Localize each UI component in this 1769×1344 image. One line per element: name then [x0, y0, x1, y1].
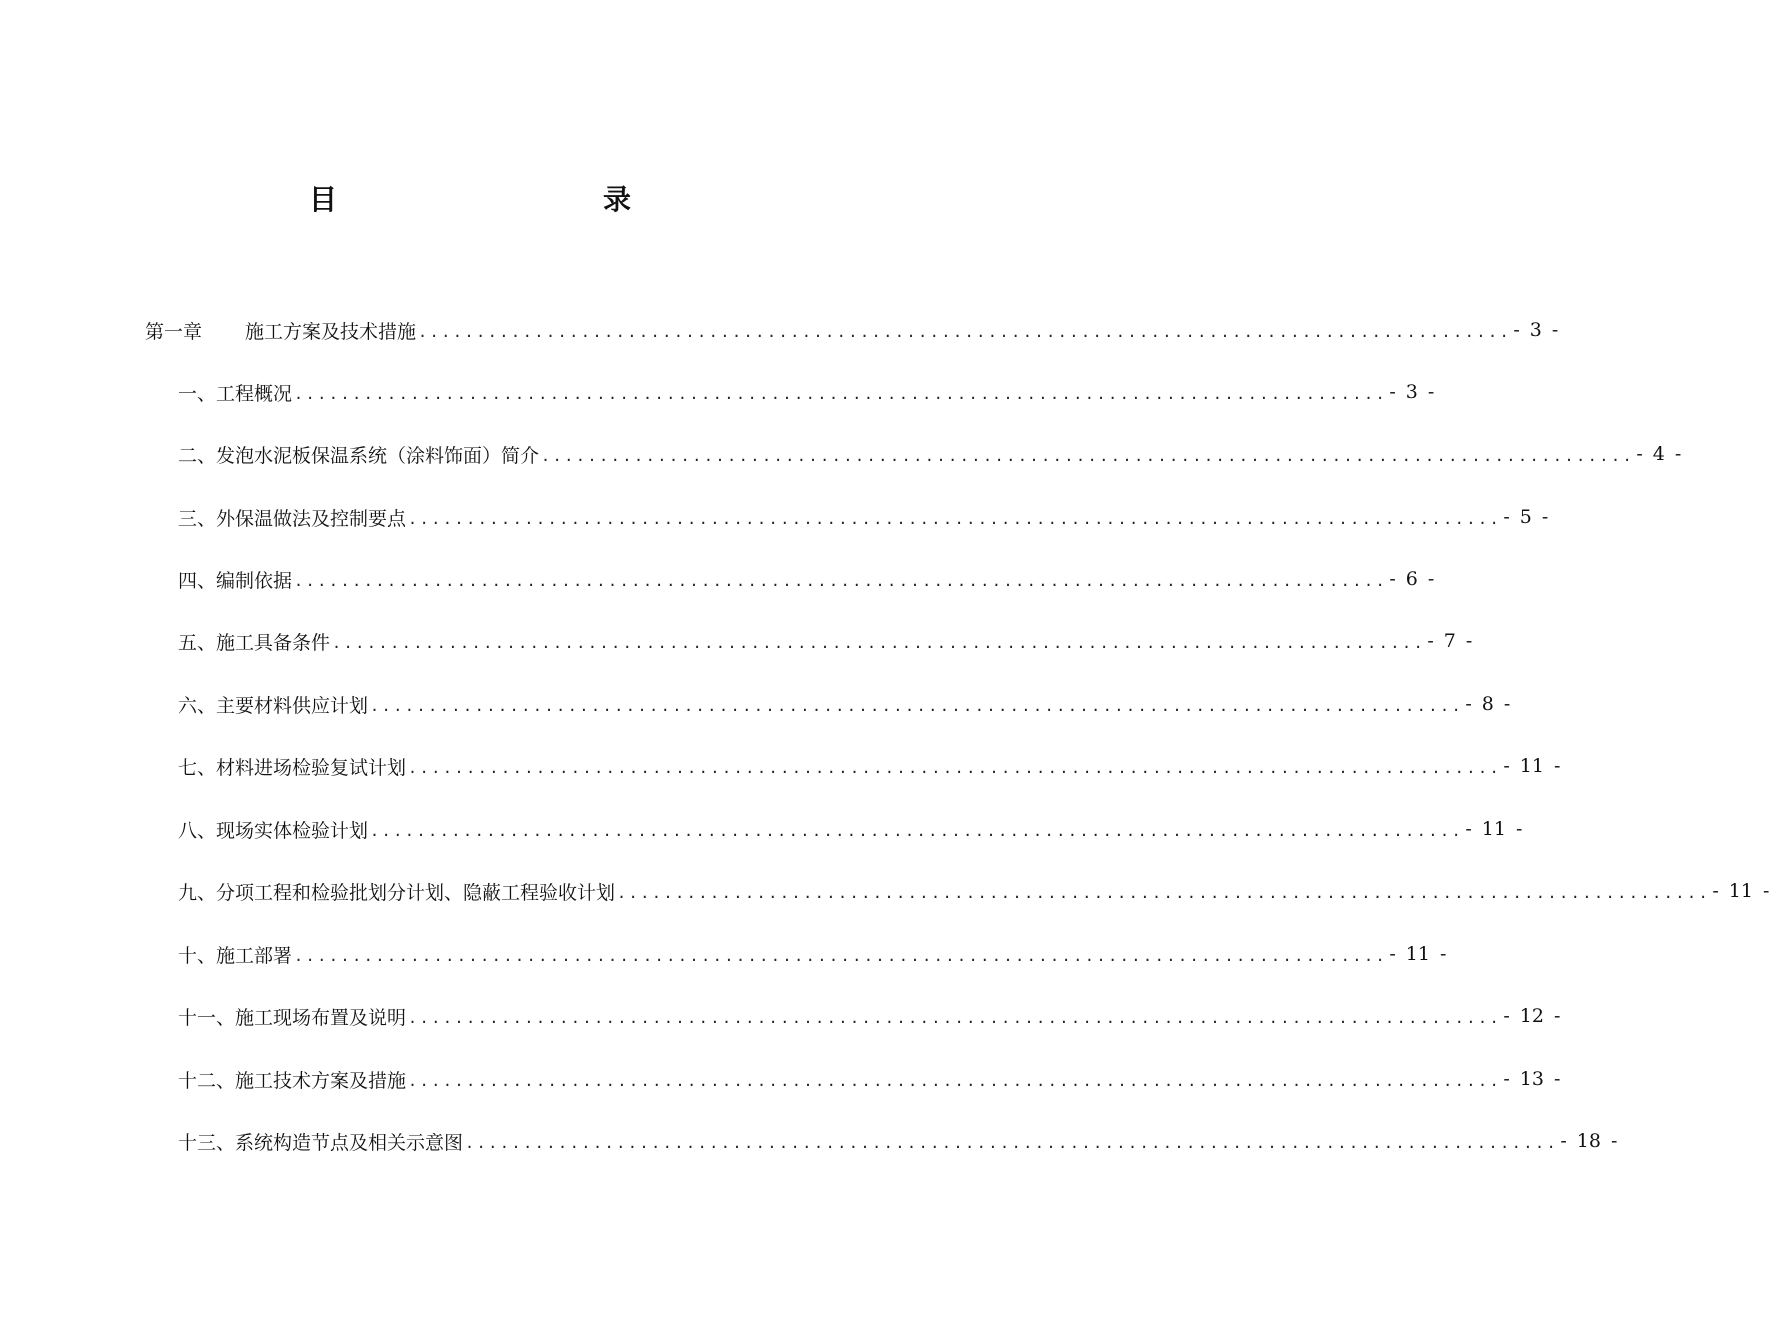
toc-entry[interactable]	[178, 996, 1561, 1036]
toc-entry[interactable]	[178, 746, 1561, 786]
toc-title: 目 录	[308, 183, 701, 216]
toc-entry[interactable]	[178, 684, 1511, 724]
toc-page-number: - 11 -	[1712, 880, 1769, 902]
toc-chapter-number: 第一章	[145, 320, 203, 343]
toc-leader-dots: ..............................................................................................	[408, 510, 1502, 528]
toc-page-number: - 4 -	[1636, 443, 1682, 465]
toc-leader-dots: ..............................................................................................	[408, 759, 1502, 777]
toc-page-number: - 8 -	[1465, 693, 1511, 715]
toc-entry-label: 七、材料进场检验复试计划	[178, 756, 407, 779]
toc-entry-label: 十一、施工现场布置及说明	[178, 1006, 407, 1029]
toc-leader-dots: ..............................................................................................	[332, 634, 1426, 652]
toc-page-number: - 6 -	[1389, 568, 1435, 590]
toc-page-number: - 13 -	[1503, 1068, 1561, 1090]
toc-leader-dots: ..............................................................................................	[294, 572, 1388, 590]
toc-entry-label: 八、现场实体检验计划	[178, 819, 369, 842]
toc-entry-label: 一、工程概况	[178, 382, 293, 405]
toc-leader-dots: ..............................................................................................	[370, 822, 1464, 840]
toc-page-number: - 3 -	[1513, 319, 1559, 341]
toc-leader-dots: ..............................................................................................	[370, 697, 1464, 715]
toc-chapter-title: 施工方案及技术措施	[245, 320, 417, 343]
toc-leader-dots: ..............................................................................................	[418, 323, 1512, 341]
toc-entry[interactable]	[178, 934, 1447, 974]
toc-entry[interactable]	[178, 434, 1682, 474]
toc-leader-dots: ..............................................................................................	[465, 1134, 1559, 1152]
toc-entry[interactable]	[178, 1059, 1561, 1099]
toc-entry-label: 九、分项工程和检验批划分计划、隐蔽工程验收计划	[178, 881, 616, 904]
toc-entry-label: 五、施工具备条件	[178, 631, 331, 654]
toc-entry[interactable]	[178, 497, 1549, 537]
toc-page-number: - 3 -	[1389, 381, 1435, 403]
toc-leader-dots: ..............................................................................................	[294, 385, 1388, 403]
toc-entry-label: 十三、系统构造节点及相关示意图	[178, 1131, 464, 1154]
toc-leader-dots: ..............................................................................................	[541, 447, 1635, 465]
toc-leader-dots: ..............................................................................................	[408, 1072, 1502, 1090]
toc-entry[interactable]	[178, 809, 1523, 849]
toc-entry[interactable]	[178, 1121, 1618, 1161]
toc-entry-label: 二、发泡水泥板保温系统（涂料饰面）简介	[178, 444, 540, 467]
toc-entry-label: 十、施工部署	[178, 944, 293, 967]
toc-entry[interactable]	[178, 621, 1473, 661]
toc-leader-dots: ..............................................................................................	[617, 884, 1711, 902]
toc-page-number: - 11 -	[1465, 818, 1523, 840]
toc-page-number: - 11 -	[1389, 943, 1447, 965]
toc-leader-dots: ..............................................................................................	[408, 1009, 1502, 1027]
toc-entry-label: 十二、施工技术方案及措施	[178, 1069, 407, 1092]
toc-page-number: - 5 -	[1503, 506, 1549, 528]
toc-entry[interactable]	[178, 372, 1435, 412]
toc-entry[interactable]	[178, 559, 1435, 599]
toc-entry-label: 三、外保温做法及控制要点	[178, 507, 407, 530]
toc-leader-dots: ..............................................................................................	[294, 947, 1388, 965]
toc-entry-label: 六、主要材料供应计划	[178, 694, 369, 717]
toc-entry-label: 四、编制依据	[178, 569, 293, 592]
toc-page-number: - 11 -	[1503, 755, 1561, 777]
toc-entry-label	[145, 317, 416, 344]
toc-page-number: - 18 -	[1560, 1130, 1618, 1152]
toc-entry[interactable]	[178, 871, 1769, 911]
toc-page-number: - 12 -	[1503, 1005, 1561, 1027]
toc-page-number: - 7 -	[1427, 630, 1473, 652]
toc-entry-chapter-1[interactable]	[145, 310, 1559, 350]
